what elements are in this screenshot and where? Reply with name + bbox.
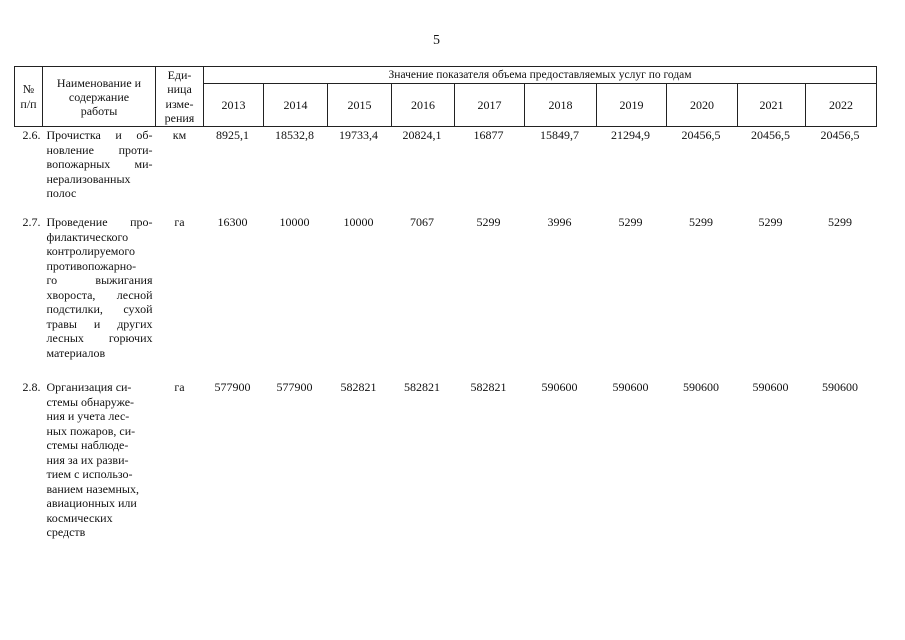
- row-value: 590600: [822, 380, 859, 394]
- row-value: 582821: [404, 380, 440, 394]
- header-year: 2022: [806, 84, 877, 127]
- row-name-line: Прочистка и об-: [46, 128, 153, 142]
- table-row: [15, 127, 877, 215]
- row-value: 5299: [828, 215, 853, 229]
- row-name: [43, 379, 156, 550]
- row-value: 19733,4: [339, 128, 378, 142]
- row-value: 577900: [214, 380, 251, 394]
- row-value: 590600: [683, 380, 719, 394]
- row-name-line: тием с использо-: [46, 467, 133, 481]
- row-value: 10000: [343, 215, 374, 229]
- row-name-line: ния за их разви-: [46, 452, 129, 467]
- row-name-line: ных пожаров, си-: [46, 423, 136, 438]
- row-name-line: полос: [46, 186, 77, 200]
- row-unit: га: [174, 380, 185, 394]
- row-name-line: стемы наблюде-: [46, 438, 129, 452]
- row-name-line: го выжигания: [46, 273, 153, 287]
- header-unit-line: изме-: [165, 96, 194, 111]
- row-name-line: Организация си-: [46, 380, 132, 394]
- row-value: 16300: [217, 215, 248, 229]
- header-name-line: содержание: [68, 89, 130, 104]
- row-name-line: лесных горючих: [46, 331, 153, 345]
- row-value: 590600: [612, 380, 649, 394]
- services-volume-table: [14, 66, 877, 550]
- row-name: [43, 214, 156, 379]
- header-name-line: Наименование и: [56, 75, 142, 90]
- row-name-line: хвороста, лесной: [46, 287, 153, 302]
- header-number-line: №: [22, 82, 35, 96]
- header-unit: [156, 67, 204, 127]
- header-year: 2014: [264, 84, 328, 127]
- row-name-line: Проведение про-: [46, 215, 153, 229]
- row-name-line: контролируемого: [46, 244, 136, 258]
- row-name-line: материалов: [46, 345, 106, 360]
- row-value: 590600: [752, 380, 789, 394]
- header-group: Значение показателя объема предоставляемых услуг по годам: [204, 67, 877, 84]
- row-value: 10000: [279, 215, 310, 229]
- header-number-line: п/п: [20, 96, 37, 111]
- row-value: 5299: [689, 215, 713, 229]
- row-unit: га: [174, 215, 185, 229]
- page-number: 5: [433, 33, 440, 48]
- row-value: 20456,5: [820, 128, 860, 142]
- row-value: 18532,8: [275, 128, 314, 142]
- row-value: 8925,1: [216, 128, 249, 142]
- header-year: 2016: [392, 84, 455, 127]
- row-name-line: подстилки, сухой: [46, 302, 153, 316]
- row-value: 16877: [473, 128, 504, 142]
- row-number: 2.7.: [22, 215, 41, 229]
- row-name-line: стемы обнаруже-: [46, 394, 135, 409]
- header-number: [15, 67, 43, 127]
- row-name: [43, 127, 156, 215]
- table-row: [15, 379, 877, 550]
- header-year: 2019: [597, 84, 667, 127]
- row-value: 20456,5: [681, 128, 721, 142]
- row-value: 3996: [547, 215, 572, 229]
- row-value: 5299: [476, 215, 501, 229]
- header-unit-line: рения: [164, 111, 195, 125]
- row-value: 7067: [410, 215, 434, 229]
- row-value: 5299: [618, 215, 643, 229]
- row-value: 582821: [470, 380, 507, 394]
- row-value: 582821: [340, 380, 377, 394]
- header-name-line: работы: [80, 103, 118, 118]
- header-name: [43, 67, 156, 127]
- header-year: 2017: [455, 84, 525, 127]
- row-name-line: нерализованных: [46, 171, 131, 186]
- row-name-line: травы и других: [46, 316, 153, 331]
- row-name-line: ванием наземных,: [46, 481, 139, 496]
- row-name-line: авиационных или: [46, 496, 137, 510]
- row-number: 2.8.: [22, 380, 41, 394]
- header-year: 2018: [525, 84, 597, 127]
- header-year: 2020: [667, 84, 738, 127]
- row-value: 5299: [758, 215, 783, 229]
- header-unit-line: Еди-: [167, 67, 192, 82]
- row-name-line: филактического: [46, 229, 129, 244]
- row-value: 577900: [276, 380, 313, 394]
- row-name-line: противопожарно-: [46, 258, 137, 273]
- row-number: 2.6.: [22, 128, 41, 142]
- row-name-line: средств: [46, 525, 86, 539]
- row-value: 15849,7: [540, 128, 579, 142]
- row-value: 21294,9: [611, 128, 650, 142]
- row-name-line: космических: [46, 510, 113, 525]
- row-name-line: ния и учета лес-: [46, 409, 130, 423]
- row-unit: км: [172, 128, 187, 142]
- header-unit-line: ница: [167, 82, 192, 96]
- header-year: 2013: [204, 84, 264, 127]
- table-row: [15, 214, 877, 379]
- row-value: 20456,5: [751, 128, 790, 142]
- row-name-line: новление проти-: [46, 142, 153, 157]
- row-value: 20824,1: [402, 128, 442, 142]
- header-year: 2021: [738, 84, 806, 127]
- header-year: 2015: [328, 84, 392, 127]
- row-value: 590600: [541, 380, 578, 394]
- row-name-line: вопожарных ми-: [46, 157, 153, 171]
